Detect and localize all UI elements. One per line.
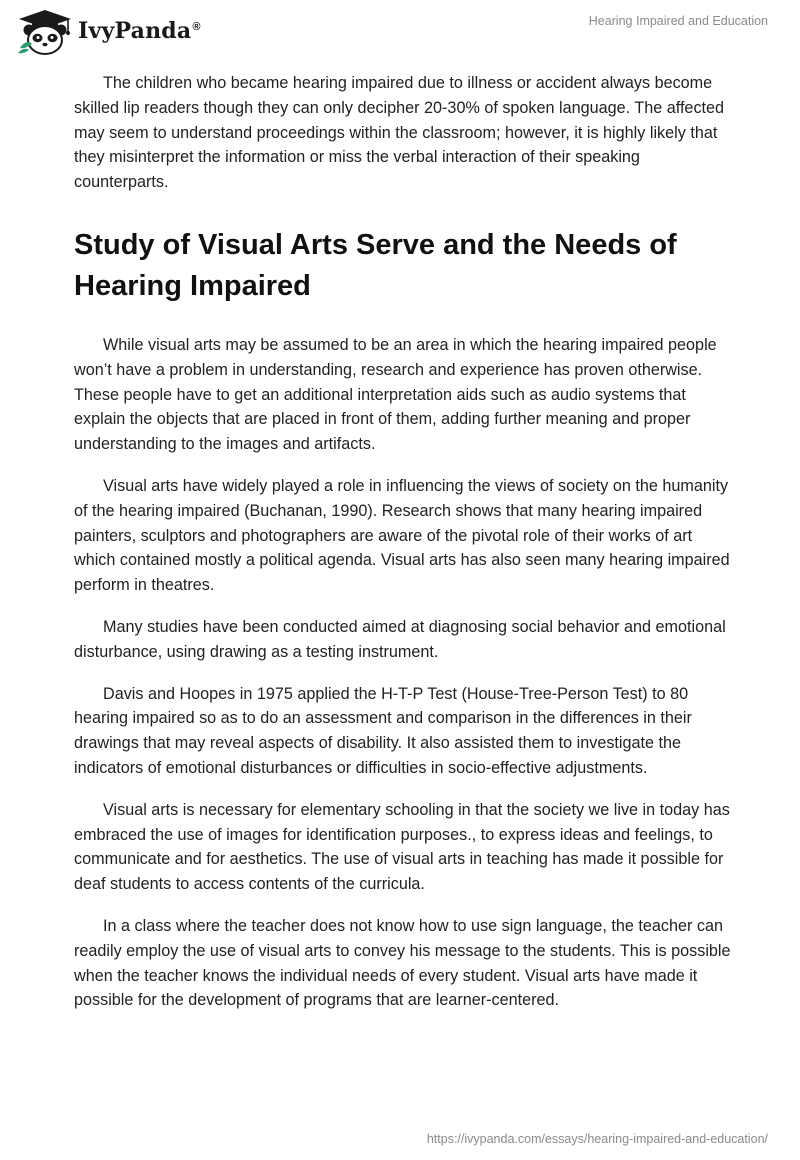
source-url-link[interactable]: https://ivypanda.com/essays/hearing-impaired-and-education/: [426, 1132, 768, 1146]
body-paragraph: Visual arts have widely played a role in influencing the views of society on the humanity of the hearing impaired (Buchanan, 1990). Research shows that many hearing impaired painters, sculptors and photographers are aware of the pivotal role of their works of art which contained mostly a political agenda. Visual arts has also seen many hearing impaired perform in theatres.: [74, 476, 730, 595]
panda-graduate-icon: [16, 8, 74, 56]
body-paragraph: Visual arts is necessary for elementary schooling in that the society we live in today has embraced the use of images for identification purposes., to express ideas and feelings, to communicate and for aesthetics. The use of visual arts in teaching has made it possible for deaf students to access contents of the curricula.: [74, 800, 730, 894]
body-paragraph: In a class where the teacher does not know how to use sign language, the teacher can readily employ the use of visual arts to convey his message to the students. This is possible when the teacher knows the individual needs of every student. Visual arts have made it possible for the development of programs that are learner-centered.: [74, 916, 731, 1010]
body-paragraph: Davis and Hoopes in 1975 applied the H-T-P Test (House-Tree-Person Test) to 80 hearing impaired so as to do an assessment and comparison in the differences in their drawings that may reveal aspects of disability. It also assisted them to investigate the indicators of emotional disturbances or difficulties in socio-effective adjustments.: [74, 684, 692, 777]
section-heading: Study of Visual Arts Serve and the Needs of Hearing Impaired: [74, 228, 677, 302]
body-paragraph: Many studies have been conducted aimed at diagnosing social behavior and emotional disturbance, using drawing as a testing instrument.: [74, 617, 726, 661]
article-body: [74, 71, 734, 1030]
intro-paragraph: The children who became hearing impaired due to illness or accident always become skilled lip readers though they can only decipher 20-30% of spoken language. The affected may seem to understand proceedings within the classroom; however, it is highly likely that they misinterpret the information or miss the verbal interaction of their speaking counterparts.: [74, 74, 725, 192]
brand-name: IvyPanda®: [78, 18, 201, 44]
page-header: [0, 0, 800, 70]
document-title: Hearing Impaired and Education: [588, 14, 768, 28]
brand-logo[interactable]: [16, 8, 201, 56]
registered-mark: ®: [192, 20, 201, 33]
body-paragraph: While visual arts may be assumed to be an area in which the hearing impaired people won’t have a problem in understanding, research and experience has proven otherwise. These people have to get an additional interpretation aids such as audio systems that explain the objects that are placed in front of them, adding further meaning and proper understanding to the images and artifacts.: [74, 335, 717, 454]
